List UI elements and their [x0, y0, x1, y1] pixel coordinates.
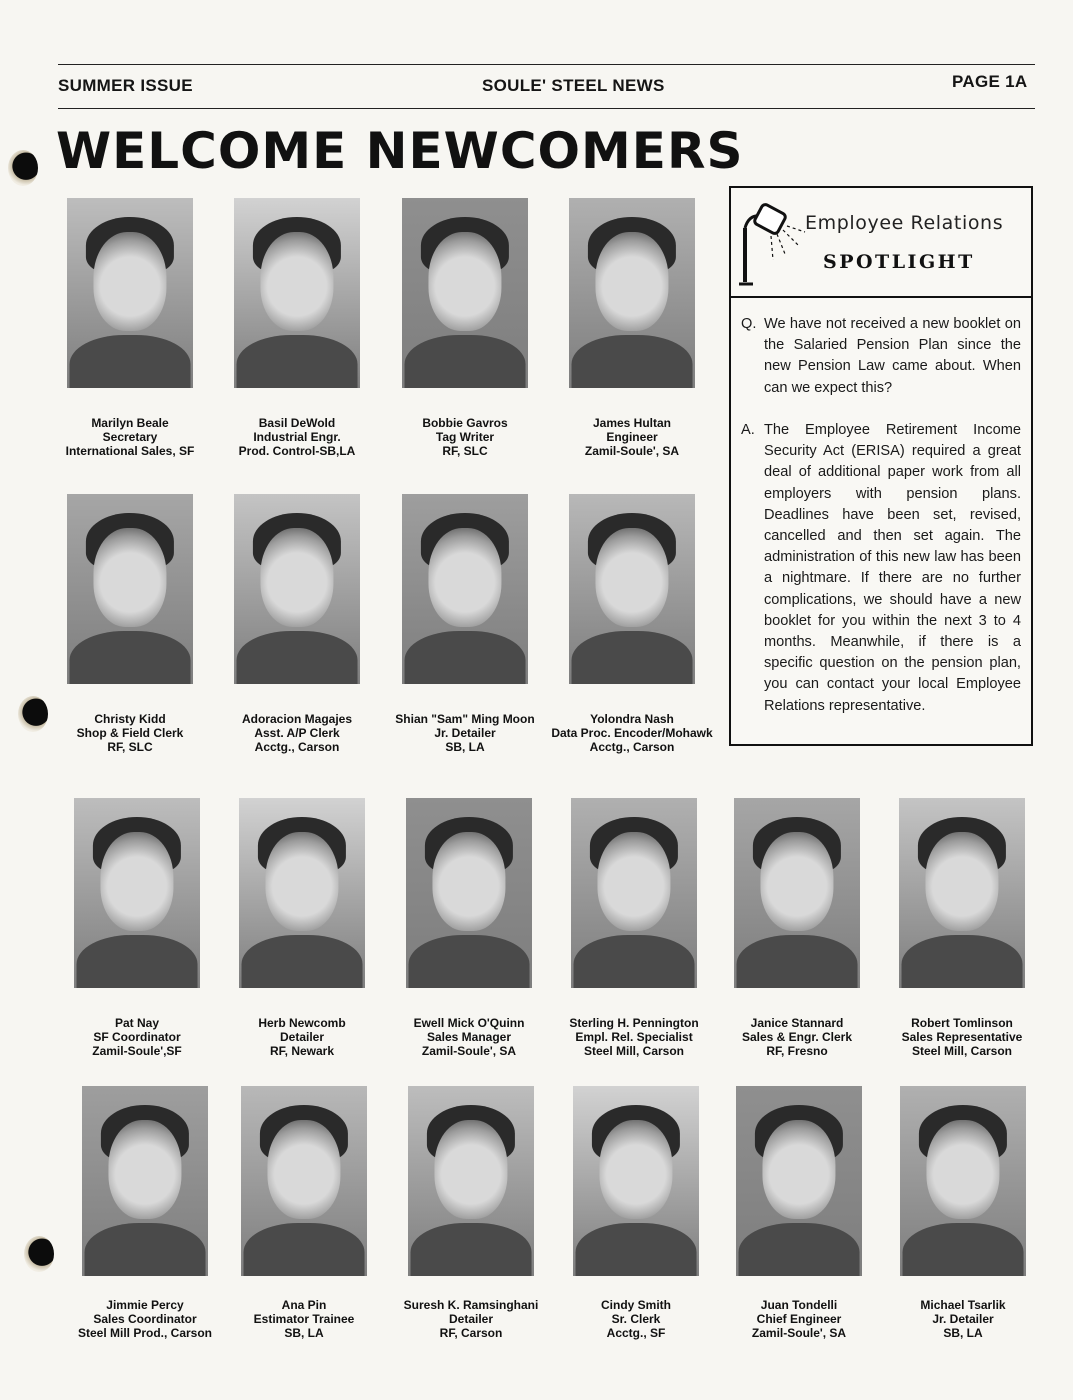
newcomer-title: Sales Coordinator: [93, 1312, 197, 1326]
portrait-body: [70, 335, 191, 388]
newcomer-name: Marilyn Beale: [91, 416, 169, 430]
newcomer-location: SB, LA: [284, 1326, 324, 1340]
newcomer-title: Shop & Field Clerk: [76, 726, 184, 740]
newcomer-caption: [549, 1016, 719, 1058]
newcomer-title: Engineer: [606, 430, 658, 444]
newcomer-name: Adoracion Magajes: [241, 712, 353, 726]
portrait-body: [903, 1223, 1024, 1276]
newcomer-title: Empl. Rel. Specialist: [575, 1030, 693, 1044]
portrait-body: [242, 935, 363, 988]
newcomer-title: Estimator Trainee: [253, 1312, 355, 1326]
newcomer-title: Jr. Detailer: [932, 1312, 994, 1326]
newcomer-caption: [45, 416, 215, 458]
portrait-body: [572, 335, 693, 388]
newcomer-name: Michael Tsarlik: [920, 1298, 1006, 1312]
newcomer-name: Pat Nay: [114, 1016, 160, 1030]
portrait-head: [93, 232, 166, 331]
newcomer-location: Acctg., Carson: [254, 740, 340, 754]
newcomer-title: Asst. A/P Clerk: [254, 726, 340, 740]
portrait-head: [260, 232, 333, 331]
portrait-head: [434, 1120, 507, 1219]
portrait-body: [405, 631, 526, 684]
portrait-body: [85, 1223, 206, 1276]
answer-block: [741, 420, 1021, 717]
newcomer-name: Juan Tondelli: [760, 1298, 838, 1312]
portrait-body: [237, 631, 358, 684]
portrait-body: [411, 1223, 532, 1276]
newcomer-name: Suresh K. Ramsinghani: [403, 1298, 539, 1312]
portrait-body: [572, 631, 693, 684]
newcomer-caption: [384, 1016, 554, 1058]
portrait-head: [599, 1120, 672, 1219]
newcomer-title: Tag Writer: [435, 430, 495, 444]
portrait-body: [77, 935, 198, 988]
newcomer-caption: [45, 712, 215, 754]
newcomer-title: Chief Engineer: [756, 1312, 842, 1326]
newcomer-location: Steel Mill, Carson: [583, 1044, 685, 1058]
newcomer-photo: [402, 494, 528, 684]
portrait-head: [108, 1120, 181, 1219]
newcomer-photo: [408, 1086, 534, 1276]
newcomer-location: SB, LA: [445, 740, 485, 754]
newcomer-location: Zamil-Soule', SA: [421, 1044, 517, 1058]
portrait-head: [762, 1120, 835, 1219]
portrait-head: [260, 528, 333, 627]
spotlight-title: Employee Relations: [805, 212, 1004, 234]
portrait-body: [70, 631, 191, 684]
portrait-head: [265, 832, 338, 931]
newcomer-name: James Hultan: [592, 416, 672, 430]
newcomer-location: Prod. Control-SB,LA: [238, 444, 356, 458]
newcomer-photo: [900, 1086, 1026, 1276]
newcomer-caption: [380, 416, 550, 458]
newcomer-title: Sales Representative: [901, 1030, 1023, 1044]
portrait-body: [237, 335, 358, 388]
newcomer-title: Data Proc. Encoder/Mohawk: [551, 726, 713, 740]
newcomer-caption: [212, 712, 382, 754]
newcomer-photo: [82, 1086, 208, 1276]
newcomer-location: RF, Fresno: [766, 1044, 828, 1058]
newcomer-name: Jimmie Percy: [106, 1298, 184, 1312]
newcomer-caption: [212, 416, 382, 458]
spotlight-header: [731, 188, 1031, 298]
newcomer-location: Zamil-Soule',SF: [92, 1044, 182, 1058]
newcomer-location: Steel Mill, Carson: [911, 1044, 1013, 1058]
newcomer-caption: [219, 1298, 389, 1340]
spotlight-lamp-icon: [737, 202, 807, 288]
newcomer-location: Acctg., SF: [606, 1326, 666, 1340]
newcomer-caption: [714, 1298, 884, 1340]
header-bottom-rule: [58, 108, 1035, 109]
newcomer-title: Sales & Engr. Clerk: [741, 1030, 853, 1044]
newcomer-photo: [734, 798, 860, 988]
newcomer-title: Industrial Engr.: [253, 430, 341, 444]
punch-hole: [24, 1236, 54, 1272]
portrait-head: [926, 1120, 999, 1219]
header-top-rule: [58, 64, 1035, 65]
newcomer-name: Ana Pin: [281, 1298, 327, 1312]
newcomer-location: RF, Carson: [439, 1326, 503, 1340]
newcomer-location: Zamil-Soule', SA: [584, 444, 680, 458]
newcomer-caption: [547, 712, 717, 754]
portrait-head: [93, 528, 166, 627]
newcomer-name: Shian "Sam" Ming Moon: [395, 712, 535, 726]
newcomer-photo: [402, 198, 528, 388]
newcomer-photo: [74, 798, 200, 988]
newcomer-photo: [569, 494, 695, 684]
newcomer-photo: [234, 494, 360, 684]
page-title: WELCOME NEWCOMERS: [56, 122, 744, 180]
portrait-head: [595, 232, 668, 331]
newcomer-name: Robert Tomlinson: [911, 1016, 1013, 1030]
newcomer-name: Cindy Smith: [600, 1298, 671, 1312]
portrait-head: [100, 832, 173, 931]
newcomer-photo: [406, 798, 532, 988]
newcomer-caption: [551, 1298, 721, 1340]
portrait-head: [267, 1120, 340, 1219]
newcomer-caption: [712, 1016, 882, 1058]
punch-hole: [18, 696, 48, 732]
newcomer-photo: [67, 198, 193, 388]
newcomer-location: SB, LA: [943, 1326, 983, 1340]
newcomer-name: Christy Kidd: [94, 712, 166, 726]
punch-hole: [8, 150, 38, 186]
newcomer-name: Yolondra Nash: [590, 712, 674, 726]
portrait-head: [428, 232, 501, 331]
newcomer-title: Jr. Detailer: [434, 726, 496, 740]
newcomer-caption: [877, 1016, 1047, 1058]
newcomer-photo: [241, 1086, 367, 1276]
newcomer-photo: [569, 198, 695, 388]
newcomer-caption: [52, 1016, 222, 1058]
newcomer-title: Sales Manager: [426, 1030, 512, 1044]
newcomer-name: Bobbie Gavros: [422, 416, 508, 430]
publication-name: SOULE' STEEL NEWS: [482, 76, 665, 95]
newcomer-photo: [67, 494, 193, 684]
question-label: Q.: [741, 316, 757, 332]
newcomer-photo: [571, 798, 697, 988]
portrait-body: [737, 935, 858, 988]
newcomer-title: Sr. Clerk: [611, 1312, 661, 1326]
newcomer-caption: [380, 712, 550, 754]
newcomer-photo: [573, 1086, 699, 1276]
spotlight-box: [729, 186, 1033, 746]
issue-label: SUMMER ISSUE: [58, 76, 193, 95]
portrait-head: [597, 832, 670, 931]
newcomer-caption: [217, 1016, 387, 1058]
answer-label: A.: [741, 422, 755, 438]
question-block: [741, 314, 1021, 399]
portrait-head: [428, 528, 501, 627]
newcomer-caption: [547, 416, 717, 458]
newcomer-name: Basil DeWold: [258, 416, 336, 430]
newcomer-name: Sterling H. Pennington: [569, 1016, 699, 1030]
newcomer-name: Herb Newcomb: [258, 1016, 346, 1030]
newcomer-location: RF, SLC: [107, 740, 153, 754]
newcomer-location: International Sales, SF: [65, 444, 195, 458]
portrait-head: [595, 528, 668, 627]
newcomer-name: Janice Stannard: [750, 1016, 844, 1030]
newcomer-caption: [60, 1298, 230, 1340]
portrait-head: [760, 832, 833, 931]
newcomer-location: RF, SLC: [442, 444, 488, 458]
portrait-body: [405, 335, 526, 388]
page-number: PAGE 1A: [952, 72, 1028, 91]
portrait-body: [576, 1223, 697, 1276]
newcomer-location: Acctg., Carson: [589, 740, 675, 754]
newcomer-title: Secretary: [102, 430, 158, 444]
newcomer-location: RF, Newark: [269, 1044, 335, 1058]
newcomer-name: Ewell Mick O'Quinn: [413, 1016, 525, 1030]
portrait-body: [574, 935, 695, 988]
portrait-head: [432, 832, 505, 931]
newcomer-title: Detailer: [279, 1030, 325, 1044]
newcomer-location: Zamil-Soule', SA: [751, 1326, 847, 1340]
newcomer-photo: [899, 798, 1025, 988]
portrait-body: [739, 1223, 860, 1276]
portrait-body: [902, 935, 1023, 988]
portrait-head: [925, 832, 998, 931]
newcomer-photo: [234, 198, 360, 388]
portrait-body: [244, 1223, 365, 1276]
spotlight-subtitle: SPOTLIGHT: [823, 251, 975, 273]
newcomer-photo: [239, 798, 365, 988]
newcomer-caption: [386, 1298, 556, 1340]
newcomer-location: Steel Mill Prod., Carson: [77, 1326, 213, 1340]
answer-text: The Employee Retirement Income Security Act (ERISA) required a great deal of additional paper work from all employers with pension plans. Deadlines have been set, revised, cancelled and then set again. The administration of this new law has been a nightmare. If there are no further complications, we should have a new booklet for you within the next 3 to 4 months. Meanwhile, if there is a specific question on the pension plan, you can contact your local Employee Relations representative.: [764, 422, 1021, 714]
newcomer-caption: [878, 1298, 1048, 1340]
portrait-body: [409, 935, 530, 988]
question-text: We have not received a new booklet on the Salaried Pension Plan since the new Pension Law came about. When can we expect this?: [764, 316, 1021, 396]
newcomer-title: Detailer: [448, 1312, 494, 1326]
newcomer-title: SF Coordinator: [93, 1030, 181, 1044]
newcomer-photo: [736, 1086, 862, 1276]
